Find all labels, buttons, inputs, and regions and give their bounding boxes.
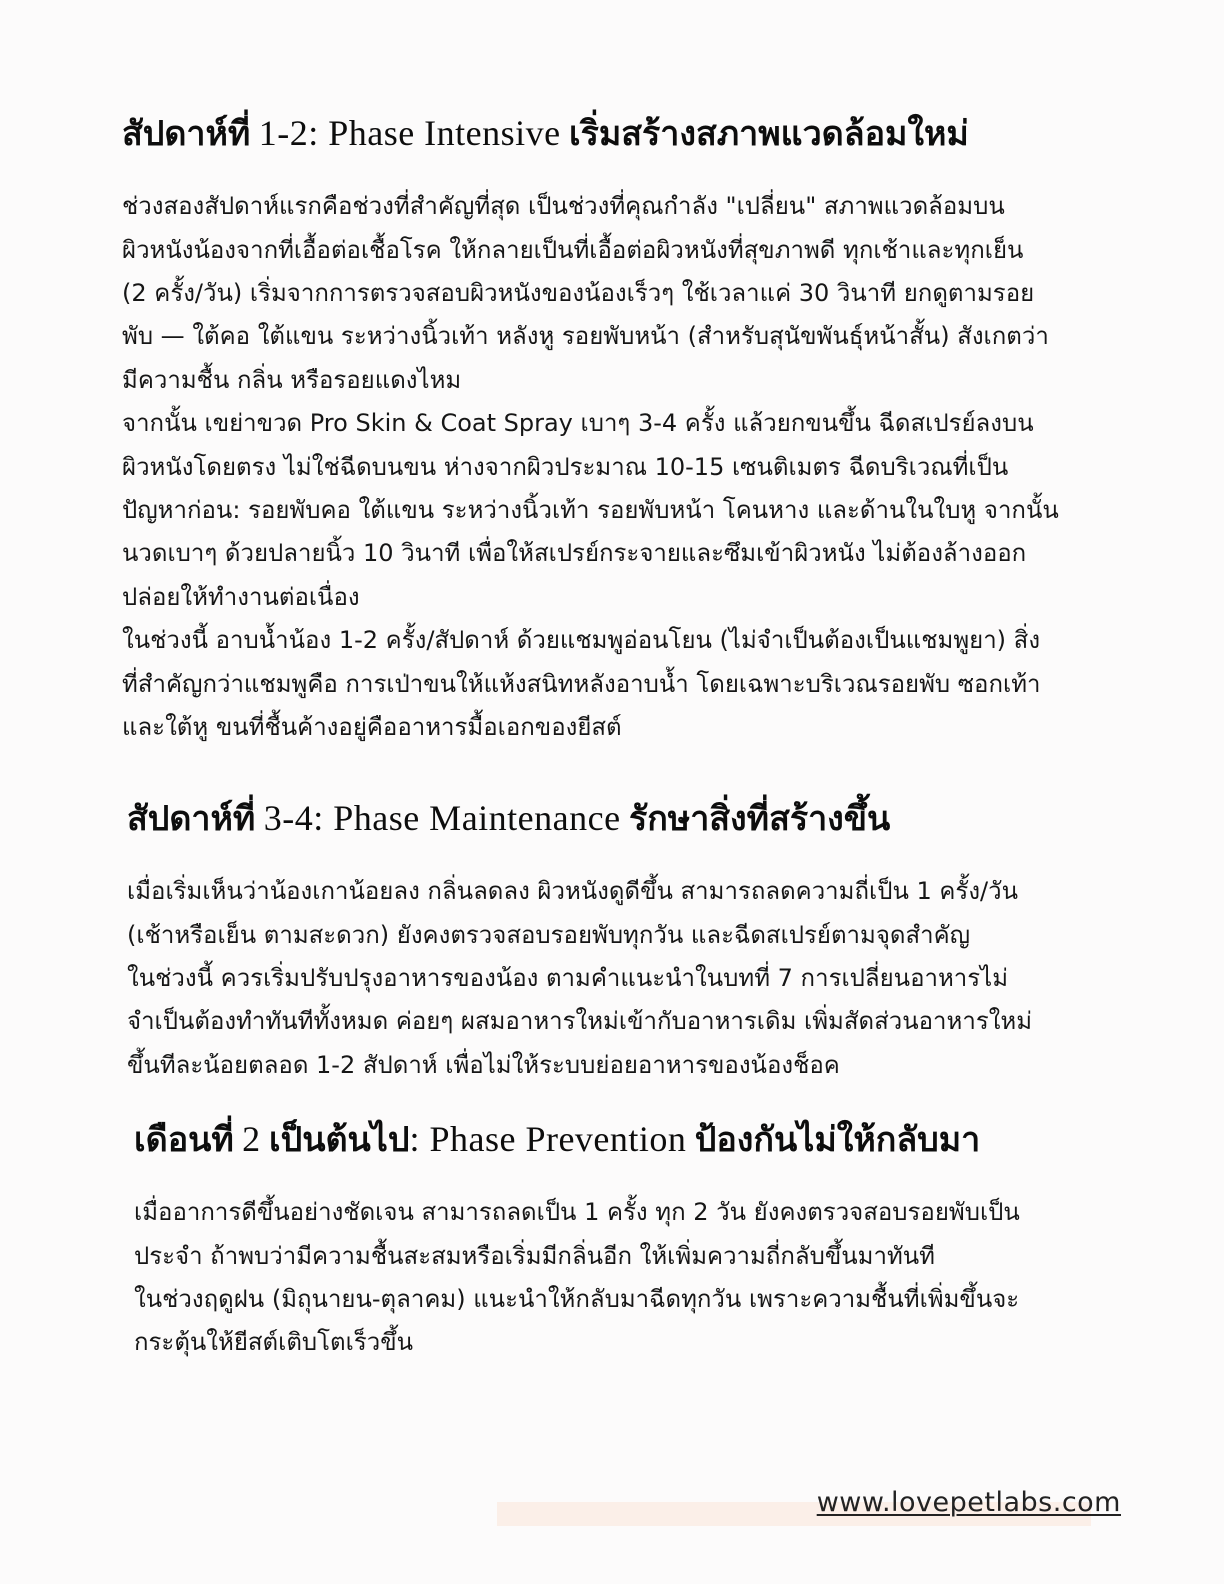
body-line: (2 ครั้ง/วัน) เริ่มจากการตรวจสอบผิวหนังของน้องเร็วๆ ใช้เวลาแค่ 30 วินาที ยกดูตามรอย xyxy=(122,279,1035,307)
section-heading xyxy=(127,797,1127,840)
section-body xyxy=(134,1191,1134,1365)
section-body xyxy=(122,185,1122,749)
body-line: ในช่วงฤดูฝน (มิถุนายน-ตุลาคม) แนะนำให้กลับมาฉีดทุกวัน เพราะความชื้นที่เพิ่มขึ้นจะ xyxy=(134,1285,1020,1313)
heading-label: 3-4: Phase Maintenance xyxy=(263,798,621,838)
body-line: ขึ้นทีละน้อยตลอด 1-2 สัปดาห์ เพื่อไม่ให้ระบบย่อยอาหารของน้องช็อค xyxy=(127,1050,840,1079)
body-line: พับ — ใต้คอ ใต้แขน ระหว่างนิ้วเท้า หลังหู รอยพับหน้า (สำหรับสุนัขพันธุ์หน้าสั้น) สังเกตว่า xyxy=(122,322,1049,351)
body-line: ประจำ ถ้าพบว่ามีความชื้นสะสมหรือเริ่มมีกลิ่นอีก ให้เพิ่มความถี่กลับขึ้นมาทันที xyxy=(134,1241,935,1270)
body-line: ช่วงสองสัปดาห์แรกคือช่วงที่สำคัญที่สุด เป็นช่วงที่คุณกำลัง "เปลี่ยน" สภาพแวดล้อมบน xyxy=(122,192,1005,221)
heading-prefix: สัปดาห์ที่ xyxy=(127,799,256,839)
section-heading xyxy=(122,112,1122,155)
body-line: นวดเบาๆ ด้วยปลายนิ้ว 10 วินาที เพื่อให้สเปรย์กระจายและซึมเข้าผิวหนัง ไม่ต้องล้างออก xyxy=(122,539,1027,568)
section-month-2-onward xyxy=(134,1118,1134,1365)
heading-label: 2 xyxy=(242,1119,261,1159)
body-line: ผิวหนังน้องจากที่เอื้อต่อเชื้อโรค ให้กลายเป็นที่เอื้อต่อผิวหนังที่สุขภาพดี ทุกเช้าและทุกเย็น xyxy=(122,235,1024,264)
section-body xyxy=(127,870,1127,1087)
body-line: เมื่อเริ่มเห็นว่าน้องเกาน้อยลง กลิ่นลดลง ผิวหนังดูดีขึ้น สามารถลดความถี่เป็น 1 ครั้ง/วัน xyxy=(127,877,1019,906)
body-line: ผิวหนังโดยตรง ไม่ใช่ฉีดบนขน ห่างจากผิวประมาณ 10-15 เซนติเมตร ฉีดบริเวณที่เป็น xyxy=(122,452,1009,481)
body-line: ในช่วงนี้ ควรเริ่มปรับปรุงอาหารของน้อง ตามคำแนะนำในบทที่ 7 การเปลี่ยนอาหารไม่ xyxy=(127,964,1009,992)
body-line: ที่สำคัญกว่าแชมพูคือ การเป่าขนให้แห้งสนิทหลังอาบน้ำ โดยเฉพาะบริเวณรอยพับ ซอกเท้า xyxy=(122,669,1041,698)
heading-label-secondary: : Phase Prevention xyxy=(409,1119,687,1159)
body-line: (เช้าหรือเย็น ตามสะดวก) ยังคงตรวจสอบรอยพับทุกวัน และฉีดสเปรย์ตามจุดสำคัญ xyxy=(127,920,971,949)
body-line: ในช่วงนี้ อาบน้ำน้อง 1-2 ครั้ง/สัปดาห์ ด้วยแชมพูอ่อนโยน (ไม่จำเป็นต้องเป็นแชมพูยา) สิ่ง xyxy=(122,626,1041,655)
body-line: ปล่อยให้ทำงานต่อเนื่อง xyxy=(122,582,360,611)
body-line: มีความชื้น กลิ่น หรือรอยแดงไหม xyxy=(122,365,462,394)
heading-prefix: เดือนที่ xyxy=(134,1120,234,1160)
body-line: เมื่ออาการดีขึ้นอย่างชัดเจน สามารถลดเป็น 1 ครั้ง ทุก 2 วัน ยังคงตรวจสอบรอยพับเป็น xyxy=(134,1198,1020,1227)
heading-suffix: ป้องกันไม่ให้กลับมา xyxy=(694,1120,981,1160)
body-line: จากนั้น เขย่าขวด Pro Skin & Coat Spray เบาๆ 3-4 ครั้ง แล้วยกขนขึ้น ฉีดสเปรย์ลงบน xyxy=(122,409,1034,438)
heading-label: 1-2: Phase Intensive xyxy=(258,113,561,153)
heading-suffix: เริ่มสร้างสภาพแวดล้อมใหม่ xyxy=(569,114,969,154)
body-line: ปัญหาก่อน: รอยพับคอ ใต้แขน ระหว่างนิ้วเท้า รอยพับหน้า โคนหาง และด้านในใบหู จากนั้น xyxy=(122,496,1059,525)
heading-mid: เป็นต้นไป xyxy=(269,1120,410,1160)
body-line: กระตุ้นให้ยีสต์เติบโตเร็วขึ้น xyxy=(134,1328,414,1357)
body-line: และใต้หู ขนที่ชื้นค้างอยู่คืออาหารมื้อเอกของยีสต์ xyxy=(122,713,622,742)
section-week-1-2 xyxy=(122,112,1122,749)
body-line: จำเป็นต้องทำทันทีทั้งหมด ค่อยๆ ผสมอาหารใหม่เข้ากับอาหารเดิม เพิ่มสัดส่วนอาหารใหม่ xyxy=(127,1007,1033,1036)
heading-prefix: สัปดาห์ที่ xyxy=(122,114,251,154)
section-heading xyxy=(134,1118,1134,1161)
footer-website-link[interactable]: www.lovepetlabs.com xyxy=(816,1487,1121,1518)
section-week-3-4 xyxy=(127,797,1127,1087)
heading-suffix: รักษาสิ่งที่สร้างขึ้น xyxy=(628,799,891,839)
